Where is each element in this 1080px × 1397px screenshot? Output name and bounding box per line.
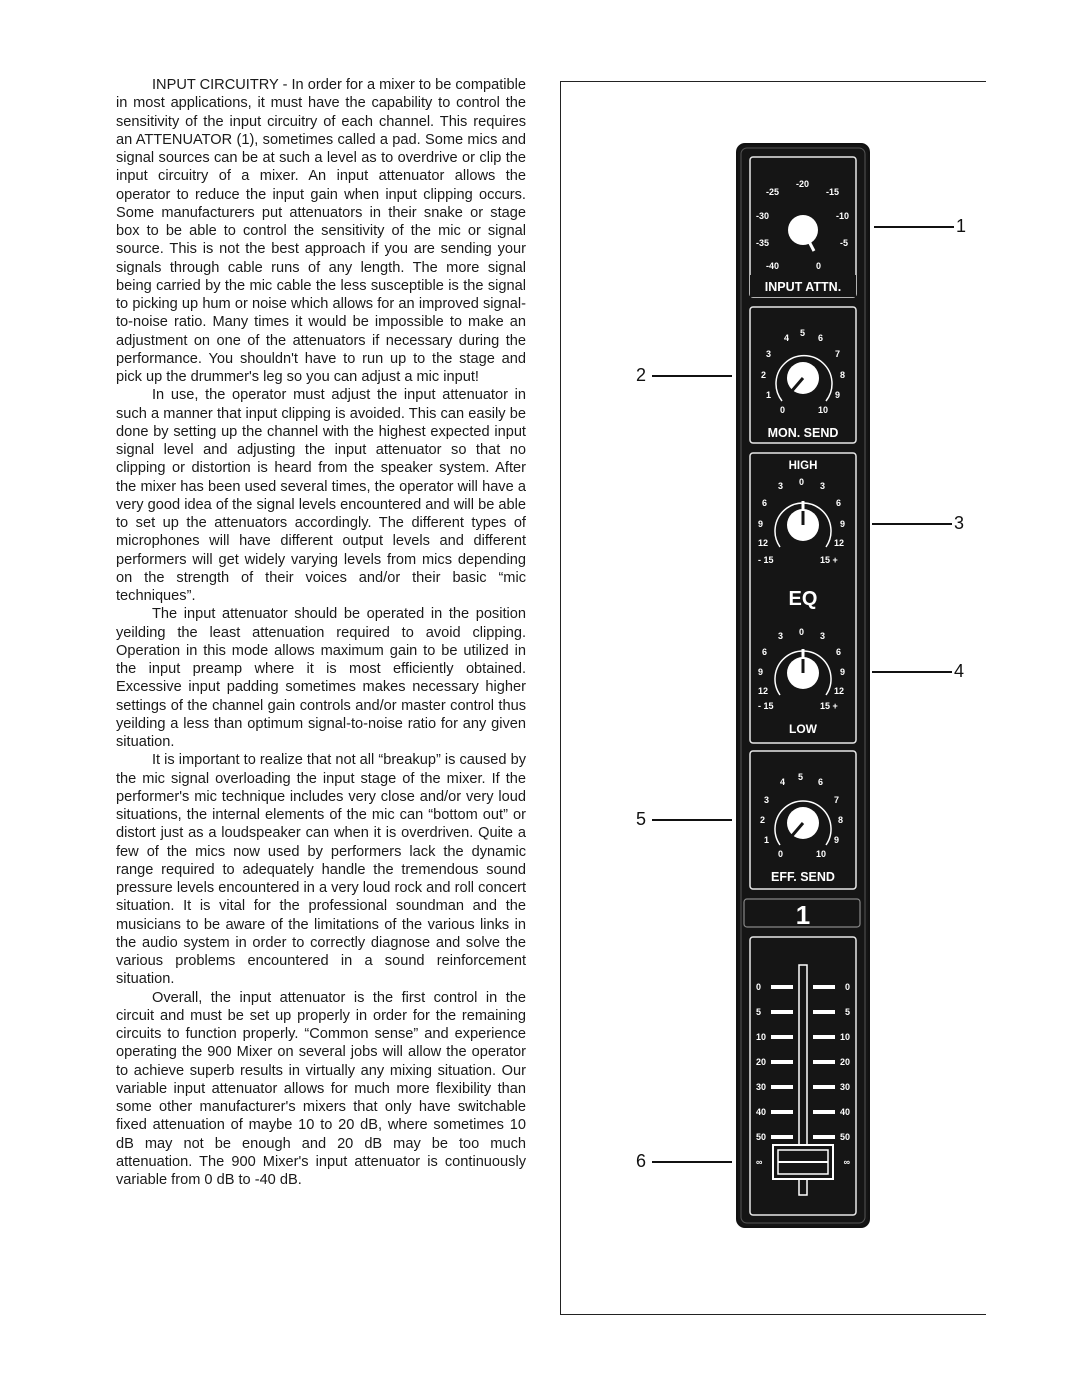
leader-line-1 [874,226,954,228]
mon-tick-4: 4 [784,333,790,343]
eff-tick-4: 4 [780,777,786,787]
fader-tick-label-right: 0 [844,982,850,992]
paragraph-overall: Overall, the input attenuator is the first control in the circuit and must be set up properly in order for the remaining circuits to function properly. “Common sense” and experience operating the 900 Mixer on several jobs will allow the operator to achieve superb results in virtually any mixing situation. Our variable input attenuator allows for much more flexibility than some other manufacturer's mixers that only have switchable fixed attenuation of maybe 10 to 20 dB, where sometimes 10 dB may not be enough and 20 dB may be too much attenuation. The 900 Mixer's input attenuator is continuously variable from 0 dB to -40 dB. [116,989,526,1188]
fader-tick-label-right: 50 [839,1132,850,1142]
attn-tick-m10: -10 [836,211,850,221]
eff-tick-2: 2 [760,815,766,825]
fader-tick-mark-right [813,1010,835,1014]
mon-tick-2: 2 [761,370,767,380]
channel-number: 1 [795,900,811,930]
eff-tick-6: 6 [818,777,824,787]
callout-1: 1 [956,216,967,236]
high-tick-9l: 9 [758,519,764,529]
attn-tick-m35: -35 [756,238,770,248]
mon-send-label: MON. SEND [767,426,839,440]
leader-line-6 [652,1161,732,1163]
paragraph-in-use: In use, the operator must adjust the input attenuator in such a manner that input clipping is avoided. This can easily be done by setting up the channel with the highest expected input signal level and adjusting the input attenuator so that no clipping or distortion is heard from the speaker system. After the mixer has been used several times, the operator will have a very good idea of the signal levels encountered and will be able to set up the attenuators accordingly. The different types of microphones will have different output levels and different performers will get widely varying levels from mics depending on the strength of their voices and/or their basic “mic techniques”. [116,387,526,604]
fader-tick-label-right: ∞ [843,1157,850,1167]
fader-tick-mark-left [771,985,793,989]
leader-line-4 [872,671,952,673]
low-tick-3r: 3 [820,631,826,641]
low-tick-p15: 15 + [820,701,838,711]
attn-tick-m40: -40 [766,261,780,271]
eq-high-label: HIGH [788,460,818,472]
low-tick-9l: 9 [758,667,764,677]
mon-tick-10: 10 [818,405,829,415]
low-tick-m15: - 15 [758,701,774,711]
eff-tick-1: 1 [764,835,770,845]
eff-tick-8: 8 [838,815,844,825]
fader-tick-label-left: 5 [756,1007,762,1017]
eff-tick-0: 0 [778,849,784,859]
attn-tick-m5: -5 [840,238,849,248]
fader-tick-mark-right [813,985,835,989]
callout-2: 2 [636,365,647,385]
eq-low-label: LOW [789,722,817,736]
low-tick-9r: 9 [840,667,846,677]
fader-tick-label-left: 40 [756,1107,767,1117]
high-tick-p15: 15 + [820,555,838,565]
high-tick-m15: - 15 [758,555,774,565]
fader-tick-label-left: 10 [756,1032,767,1042]
callout-3: 3 [954,513,965,533]
eff-tick-5: 5 [798,772,804,782]
fader-tick-label-right: 5 [844,1007,850,1017]
paragraph-breakup: It is important to realize that not all “breakup” is caused by the mic signal overloading the input stage of the mixer. If the performer's mic technique includes very close and/or very loud situations, the internal elements of the mic can “bottom out” or distort just as a loudspeaker can when it is overdriven. Quite a few of the mics now used by performers lack the dynamic range required to adequately handle the tremendous sound pressure levels encountered in a very loud rock and roll concert situation. It is vital for the professional soundman and the musicians to be aware of the limitations of the various links in the audio system in order to correctly diagnose and solve the various problems encountered in a sound reinforcement situation. [116,752,526,988]
fader-tick-mark-right [813,1035,835,1039]
eff-tick-9: 9 [834,835,840,845]
fader-tick-mark-right [813,1110,835,1114]
fader-tick-mark-left [771,1060,793,1064]
eq-label: EQ [788,588,818,610]
fader-tick-label-left: 0 [756,982,762,992]
mon-tick-8: 8 [840,370,846,380]
fader-tick-mark-right [813,1135,835,1139]
paragraph-least-attenuation: The input attenuator should be operated in the position yeilding the least attenuation required to avoid clipping. Operation in this mode allows maximum gain to be utilized in the input preamp where it is most efficiently obtained. Excessive input padding sometimes makes necessary higher settings of the channel gain controls and/or master control thus yeilding a less than optimum signal-to-noise ratio for any given situation. [116,606,526,750]
fader-tick-label-left: ∞ [756,1157,763,1167]
mon-tick-3: 3 [766,349,772,359]
attn-tick-m30: -30 [756,211,770,221]
low-tick-12r: 12 [834,686,845,696]
high-tick-3r: 3 [820,481,826,491]
eff-tick-7: 7 [834,795,840,805]
mon-tick-0: 0 [780,405,786,415]
fader-tick-mark-left [771,1135,793,1139]
fader-tick-label-left: 50 [756,1132,767,1142]
low-tick-6l: 6 [762,647,768,657]
fader-tick-label-right: 30 [839,1082,850,1092]
callout-4: 4 [954,661,965,681]
high-tick-9r: 9 [840,519,846,529]
fader-tick-mark-left [771,1085,793,1089]
leader-line-5 [652,819,732,821]
attn-tick-m15: -15 [826,187,840,197]
fader-tick-mark-right [813,1060,835,1064]
fader-tick-label-left: 20 [756,1057,767,1067]
low-tick-6r: 6 [836,647,842,657]
fader-tick-label-left: 30 [756,1082,767,1092]
high-tick-3l: 3 [778,481,784,491]
mon-tick-7: 7 [835,349,841,359]
low-tick-12l: 12 [758,686,769,696]
attn-tick-m25: -25 [766,187,780,197]
attn-tick-m20: -20 [796,179,810,189]
fader-tick-label-right: 20 [839,1057,850,1067]
callout-6: 6 [636,1151,647,1171]
high-tick-12l: 12 [758,538,769,548]
high-tick-6l: 6 [762,498,768,508]
channel-strip [736,143,870,1228]
fader-tick-mark-left [771,1035,793,1039]
low-tick-0: 0 [799,627,805,637]
low-tick-3l: 3 [778,631,784,641]
fader-tick-label-right: 40 [839,1107,850,1117]
mon-tick-5: 5 [800,328,806,338]
mon-tick-9: 9 [835,390,841,400]
fader-tick-mark-right [813,1085,835,1089]
high-tick-0: 0 [799,477,805,487]
callout-5: 5 [636,809,647,829]
mon-tick-1: 1 [766,390,772,400]
paragraph-input-circuitry: INPUT CIRCUITRY - In order for a mixer to be compatible in most applications, it must have the capability to control the sensitivity of the input circuitry of each channel. This requires an ATTENUATOR (1), sometimes called a pad. Some mics and signal sources can be at such a level as to overdrive or clip the input circuitry of a mixer. An input attenuator allows the operator to reduce the input gain when input clipping occurs. Some manufacturers put attenuators in their snake or stage box to be able to control the sensitivity of the mic or signal source. This is not the best approach if you are sending your signals through cable runs of any length. The more signal being carried by the mic cable the less susceptible is the signal to picking up hum or noise which allows for an improved signal-to-noise ratio. Many times it would be impossible to make an adjustment on one of the attenuators if necessary during the performance. You shouldn't have to run up to the stage and pick up the drummer's leg so you can adjust a mic input! [116,77,526,385]
leader-line-3 [872,523,952,525]
fader-tick-mark-left [771,1010,793,1014]
article-text [116,76,526,1189]
mon-tick-6: 6 [818,333,824,343]
fader-tick-mark-left [771,1110,793,1114]
eff-tick-10: 10 [816,849,827,859]
fader-tick-label-right: 10 [839,1032,850,1042]
leader-line-2 [652,375,732,377]
high-tick-6r: 6 [836,498,842,508]
attn-tick-0: 0 [816,261,822,271]
input-attn-label: INPUT ATTN. [764,280,842,294]
eff-tick-3: 3 [764,795,770,805]
eff-send-label: EFF. SEND [771,870,835,884]
high-tick-12r: 12 [834,538,845,548]
